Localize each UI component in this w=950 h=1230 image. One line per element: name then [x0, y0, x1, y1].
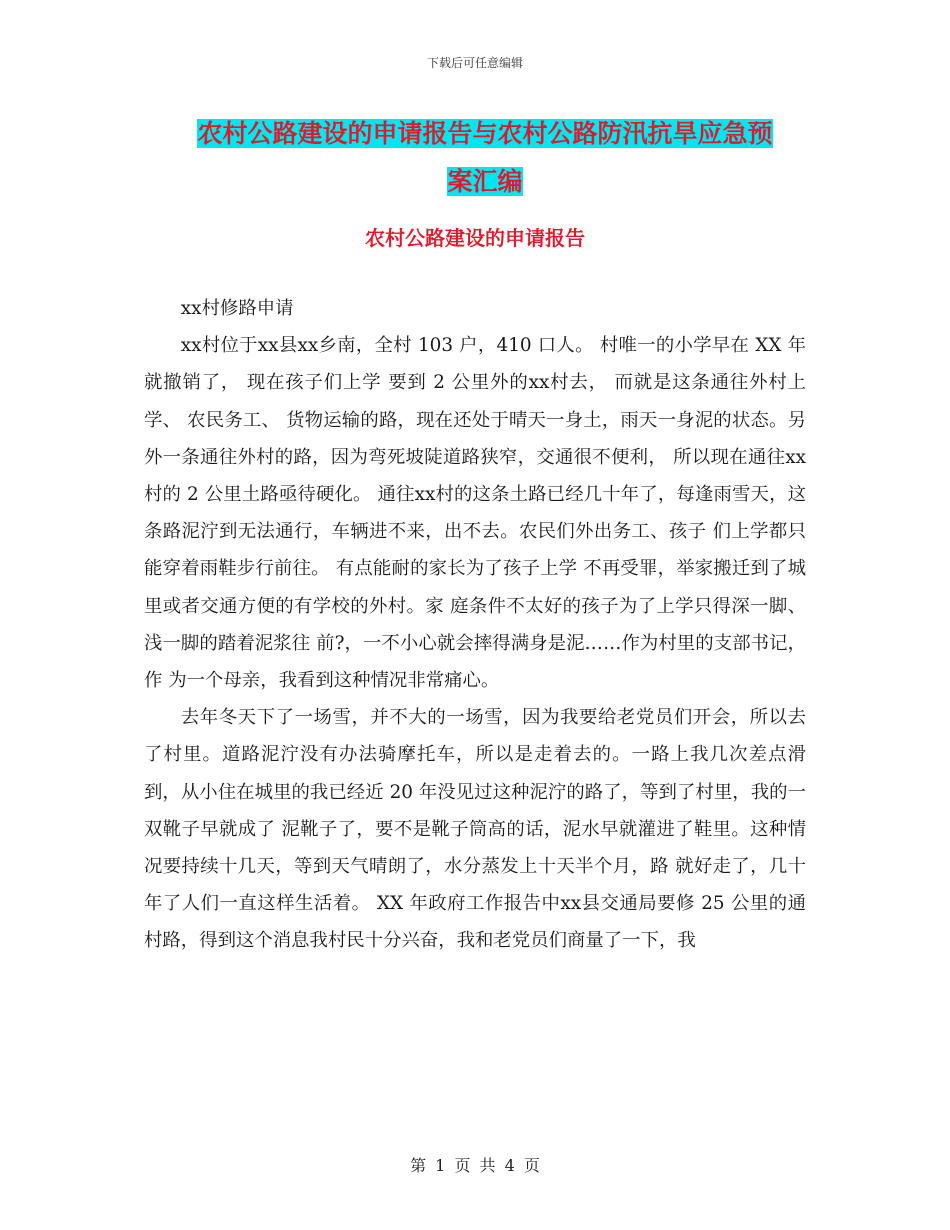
section-title: 农村公路建设的申请报告	[365, 226, 585, 250]
page-footer: 第 1 页 共 4 页	[410, 1156, 540, 1175]
document-title-line-2: 案汇编	[447, 167, 523, 196]
document-title-line-1: 农村公路建设的申请报告与农村公路防汛抗旱应急预	[197, 119, 773, 148]
paragraph: 去年冬天下了一场雪，并不大的一场雪，因为我要给老党员们开会，所以去了村里。道路泥泞没有办法骑摩托车，所以是走着去的。一路上我几次差点滑到，从小住在城里的我已经近 20 年没见过这种泥泞的路了，等到了村里，我的一双靴子早就成了 泥靴子了，要不是靴子筒高的话，泥水早就灌进了鞋里。这种情况要持续十几天，等到天气晴朗了，水分蒸发上十天半个月，路 就好走了，几十年了人们一直这样生活着。 XX 年政府工作报告中xx县交通局要修 25 公里的通村路，得到这个消息我村民十分兴奋，我和老党员们商量了一下，我	[144, 707, 806, 952]
paragraph: xx村位于xx县xx乡南，全村 103 户，410 口人。 村唯一的小学早在 XX 年就撤销了， 现在孩子们上学 要到 2 公里外的xx村去， 而就是这条通往外村上学、 农民务工、 货物运输的路，现在还处于晴天一身土，雨天一身泥的状态。另 外一条通往外村的路，因为弯死坡陡道路狭窄，交通很不便利， 所以现在通往xx村的 2 公里土路亟待硬化。 通往xx村的这条土路已经几十年了，每逢雨雪天，这条路泥泞到无法通行，车辆进不来，出不去。农民们外出务工、孩子 们上学都只能穿着雨鞋步行前往。 有点能耐的家长为了孩子上学 不再受罪，举家搬迁到了城里或者交通方便的有学校的外村。家 庭条件不太好的孩子为了上学只得深一脚、 浅一脚的踏着泥浆往 前?，一不小心就会摔得满身是泥……作为村里的支部书记，作 为一个母亲，我看到这种情况非常痛心。	[144, 335, 806, 692]
body-text	[144, 290, 806, 960]
document-title	[140, 110, 830, 206]
header-note: 下载后可任意编辑	[426, 56, 523, 70]
paragraph-heading: xx村修路申请	[180, 298, 294, 319]
